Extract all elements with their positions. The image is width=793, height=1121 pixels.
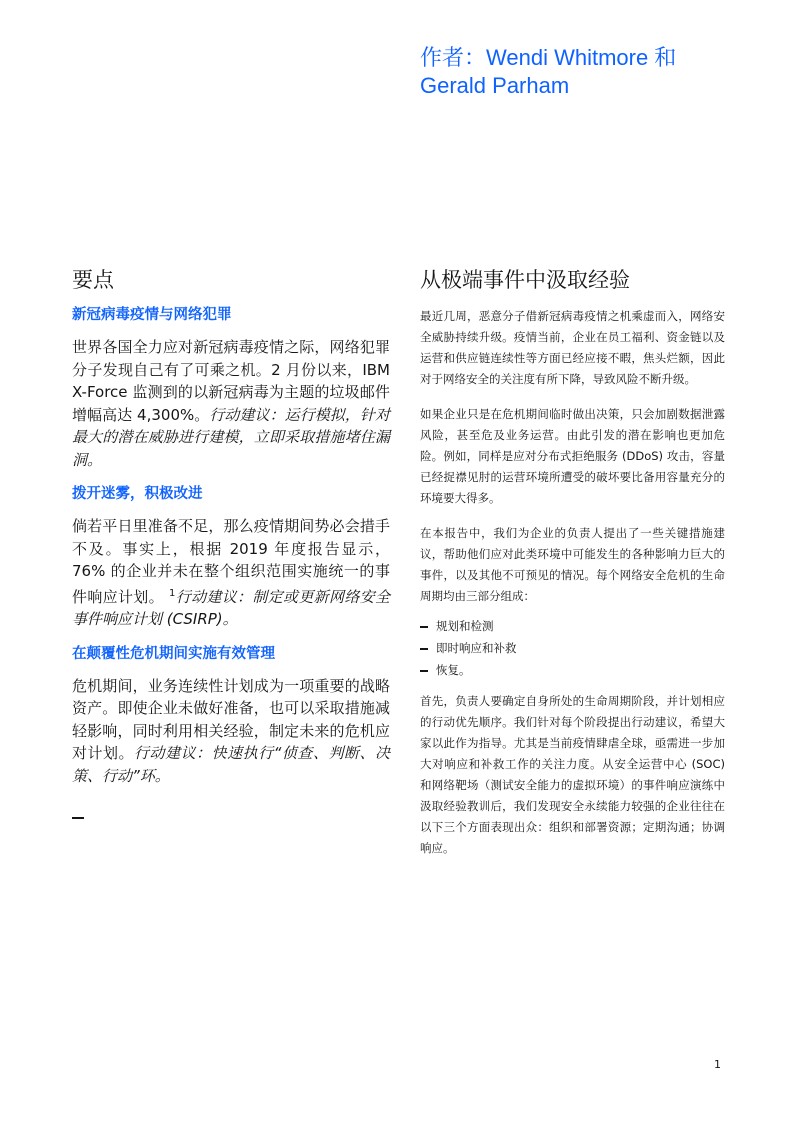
lessons-column — [420, 264, 725, 873]
section-body — [72, 336, 390, 471]
paragraph: 如果企业只是在危机期间临时做出决策，只会加剧数据泄露风险，甚至危及业务运营。由此引发的潜在影响也更加危险。例如，同样是应对分布式拒绝服务 (DDoS) 攻击，容量已经捉襟见肘的运营环境所遭受的破坏要比备用容量充分的环境要大得多。 — [420, 407, 725, 505]
page-number: 1 — [714, 1058, 721, 1071]
action-recommendation: 行动建议：快速执行“侦查、判断、决策、行动”环。 — [72, 744, 390, 785]
author-line-1: 作者：Wendi Whitmore 和 — [420, 45, 677, 70]
section-subheading: 拨开迷雾，积极改进 — [72, 485, 203, 502]
key-points-heading: 要点 — [72, 268, 114, 292]
author-line-2: Gerald Parham — [420, 73, 570, 98]
section-body — [72, 515, 390, 631]
list-item: 恢复。 — [420, 659, 725, 681]
paragraph: 最近几周，恶意分子借新冠病毒疫情之机乘虚而入，网络安全威胁持续升级。疫情当前，企业在员工福利、资金链以及运营和供应链连续性等方面已经应接不暇，焦头烂额，因此对于网络安全的关注度有所下降，导致风险不断升级。 — [420, 309, 725, 386]
author-credit — [420, 44, 760, 100]
end-dash-divider — [72, 817, 84, 819]
section-text: 危机期间，业务连续性计划成为一项重要的战略资产。即使企业未做好准备，也可以采取措施减轻影响，同时利用相关经验，制定未来的危机应对计划。 — [72, 676, 390, 762]
action-recommendation: 行动建议：运行模拟，针对最大的潜在威胁进行建模，立即采取措施堵住漏洞。 — [72, 405, 390, 469]
section-text: 倘若平日里准备不足，那么疫情期间势必会措手不及。事实上，根据 2019 年度报告显示，76% 的企业并未在整个组织范围实施统一的事件响应计划。 — [72, 517, 390, 606]
section-text: 世界各国全力应对新冠病毒疫情之际，网络犯罪分子发现自己有了可乘之机。2 月份以来，IBM X-Force 监测到的以新冠病毒为主题的垃圾邮件增幅高达 4,300%。 — [72, 338, 390, 424]
paragraph: 首先，负责人要确定自身所处的生命周期阶段，并计划相应的行动优先顺序。我们针对每个阶段提出行动建议，希望大家以此作为指导。尤其是当前疫情肆虐全球，亟需进一步加大对响应和补救工作的关注力度。从安全运营中心 (SOC) 和网络靶场（测试安全能力的虚拟环境）的事件响应演练中汲取经验教训后，我们发现安全永续能力较强的企业往往在以下三个方面表现出众：组织和部署资源；定期沟通；协调响应。 — [420, 694, 725, 855]
section-subheading: 新冠病毒疫情与网络犯罪 — [72, 306, 232, 323]
key-points-column — [72, 264, 390, 819]
action-recommendation: 行动建议：制定或更新网络安全事件响应计划 (CSIRP)。 — [72, 587, 390, 628]
footnote-marker: 1 — [169, 587, 176, 599]
section-body — [72, 675, 390, 788]
section-subheading: 在颠覆性危机期间实施有效管理 — [72, 644, 275, 662]
paragraph: 在本报告中，我们为企业的负责人提出了一些关键措施建议，帮助他们应对此类环境中可能发生的各种影响力巨大的事件，以及其他不可预见的情况。每个网络安全危机的生命周期均由三部分组成： — [420, 526, 725, 603]
list-item: 规划和检测 — [420, 615, 725, 637]
list-item: 即时响应和补救 — [420, 637, 725, 659]
lessons-heading: 从极端事件中汲取经验 — [420, 268, 630, 292]
lifecycle-list — [420, 615, 725, 681]
